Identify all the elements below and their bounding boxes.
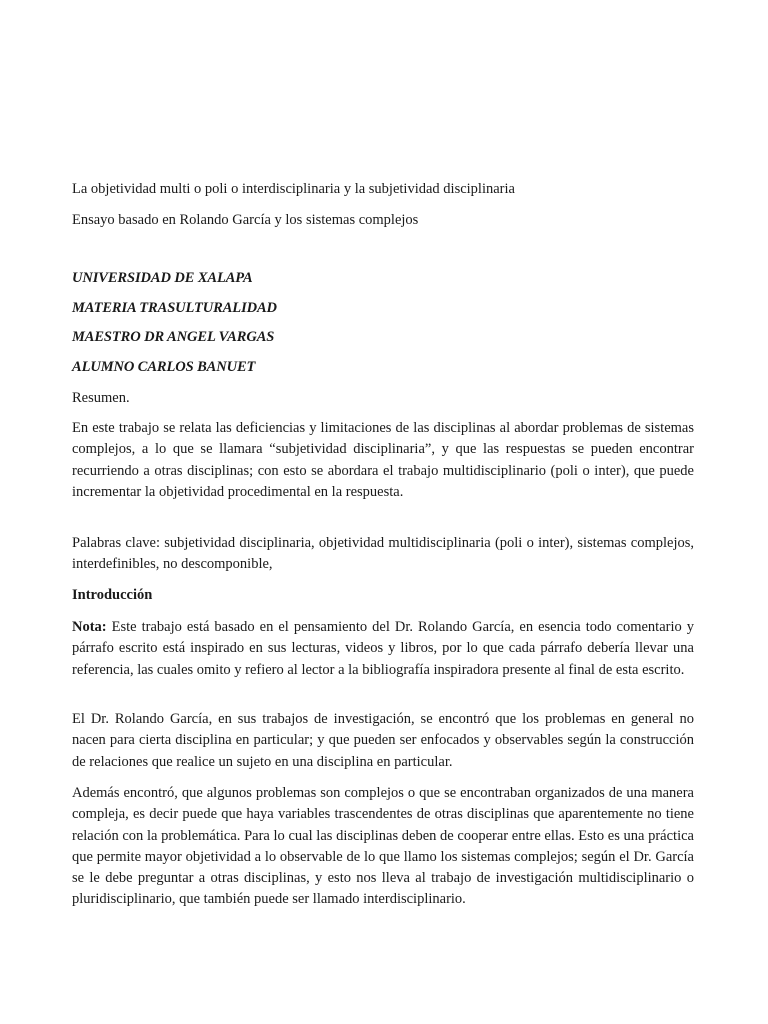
keywords-paragraph: Palabras clave: subjetividad disciplinaria, objetividad multidisciplinaria (poli o inter), sistemas complejos, interdefinibles, no descomponible,: [72, 535, 694, 573]
note-label: Nota:: [72, 619, 107, 635]
introduction-heading: Introducción: [72, 587, 153, 603]
body-paragraph-3: Además encontró, que algunos problemas son complejos o que se encontraban organizados de una manera compleja, es decir puede que haya variables trascendentes de otras disciplinas que aparentemente no tiene relación con la problemática. Para lo cual las disciplinas deben de cooperar entre ellas. Esto es una práctica que permite mayor objetividad a lo observable de lo que llamo los sistemas complejos; según el Dr. García se le debe preguntar a otras disciplinas, y esto nos lleva al trabajo de investigación multidisciplinario o pluridisciplinario, que también puede ser llamado interdisciplinario.: [72, 785, 694, 908]
document-subtitle: Ensayo basado en Rolando García y los sistemas complejos: [72, 212, 419, 228]
student-line: ALUMNO CARLOS BANUET: [72, 359, 256, 375]
subject-line: MATERIA TRASULTURALIDAD: [72, 300, 277, 316]
abstract-label: Resumen.: [72, 390, 130, 406]
university-line: UNIVERSIDAD DE XALAPA: [72, 270, 253, 286]
document-page: [72, 0, 694, 1024]
abstract-paragraph: En este trabajo se relata las deficiencias y limitaciones de las disciplinas al abordar problemas de sistemas complejos, a lo que se llamara “subjetividad disciplinaria”, y que las respuestas se pueden encontrar recurriendo a otras disciplinas; con esto se abordara el trabajo multidisciplinario (poli o inter), que puede incrementar la objetividad procedimental en la respuesta.: [72, 420, 694, 500]
teacher-line: MAESTRO DR ANGEL VARGAS: [72, 329, 275, 345]
body-paragraph-2: El Dr. Rolando García, en sus trabajos de investigación, se encontró que los problemas en general no nacen para cierta disciplina en particular; y que pueden ser enfocados y observables según la construcción de relaciones que realice un sujeto en una disciplina en particular.: [72, 711, 694, 770]
note-text: Este trabajo está basado en el pensamiento del Dr. Rolando García, en esencia todo comentario y párrafo escrito está inspirado en sus lecturas, videos y libros, por lo que cada párrafo debería llevar una referencia, las cuales omito y refiero al lector a la bibliografía inspiradora presente al final de esta escrito.: [72, 619, 694, 678]
document-title: La objetividad multi o poli o interdisciplinaria y la subjetividad disciplinaria: [72, 181, 515, 197]
note-paragraph: [72, 617, 694, 681]
